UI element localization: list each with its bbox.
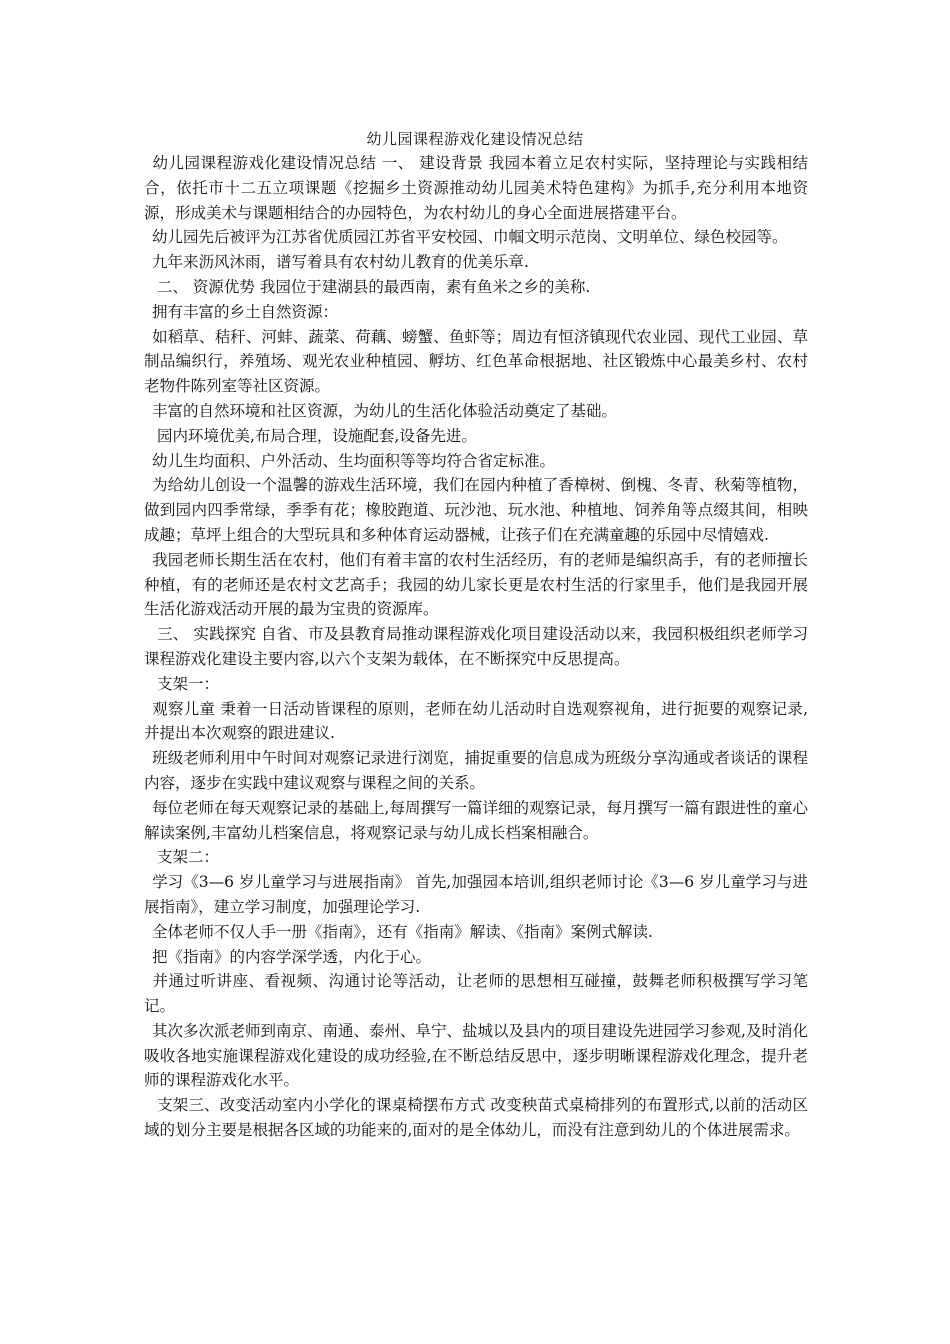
paragraph: 全体老师不仅人手一册《指南》，还有《指南》解读、《指南》案例式解读. [152, 922, 653, 941]
paragraph: 幼儿园课程游戏化建设情况总结 一、 建设背景 我园本着立足农村实际，坚持理论与实践相结合，依托市十二五立项课题《挖掘乡土资源推动幼儿园美术特色建构》为抓手,充分利用本地资源，形成美术与课题相结合的办园特色，为农村幼儿的身心全面进展搭建平台。 [144, 154, 808, 222]
paragraph: 每位老师在每天观察记录的基础上,每周撰写一篇详细的观察记录，每月撰写一篇有跟进性的童心解读案例,丰富幼儿档案信息，将观察记录与幼儿成长档案相融合。 [144, 798, 808, 842]
paragraph: 并通过听讲座、看视频、沟通讨论等活动，让老师的思想相互碰撞，鼓舞老师积极撰写学习笔记。 [144, 972, 808, 1016]
paragraph: 其次多次派老师到南京、南通、泰州、阜宁、盐城以及县内的项目建设先进园学习参观,及时消化吸收各地实施课程游戏化建设的成功经验,在不断总结反思中，逐步明晰课程游戏化理念，提升老师的课程游戏化水平。 [144, 1021, 808, 1090]
paragraph: 我园老师长期生活在农村，他们有着丰富的农村生活经历，有的老师是编织高手，有的老师擅长种植，有的老师还是农村文艺高手；我园的幼儿家长更是农村生活的行家里手，他们是我园开展生活化游戏活动开展的最为宝贵的资源库。 [144, 550, 808, 619]
paragraph: 支架一： [157, 674, 220, 693]
paragraph: 幼儿园先后被评为江苏省优质园江苏省平安校园、巾帼文明示范岗、文明单位、绿色校园等。 [152, 228, 788, 247]
paragraph: 班级老师利用中午时间对观察记录进行浏览，捕捉重要的信息成为班级分享沟通或者谈话的课程内容，逐步在实践中建议观察与课程之间的关系。 [144, 749, 808, 792]
paragraph: 幼儿生均面积、户外活动、生均面积等等均符合省定标准。 [152, 451, 556, 470]
paragraph: 园内环境优美,布局合理，设施配套,设备先进。 [157, 426, 477, 445]
paragraph: 观察儿童 秉着一日活动皆课程的原则，老师在幼儿活动时自选观察视角，进行扼要的观察记录,并提出本次观察的跟进建议. [144, 699, 808, 743]
paragraph: 九年来沥风沐雨，谱写着具有农村幼儿教育的优美乐章. [152, 253, 529, 272]
document-title: 幼儿园课程游戏化建设情况总结 [366, 130, 584, 148]
paragraph: 三、 实践探究 自省、市及县教育局推动课程游戏化项目建设活动以来，我园积极组织老师学习课程游戏化建设主要内容,以六个支架为载体，在不断探究中反思提高。 [144, 625, 808, 668]
paragraph: 拥有丰富的乡土自然资源： [152, 302, 339, 321]
paragraph: 二、 资源优势 我园位于建湖县的最西南，素有鱼米之乡的美称. [157, 277, 591, 296]
paragraph: 把《指南》的内容学深学透，内化于心。 [152, 947, 432, 966]
paragraph: 支架二： [157, 848, 220, 867]
paragraph: 学习《3—6 岁儿童学习与进展指南》 首先,加强园本培训,组织老师讨论《3—6 岁儿童学习与进展指南》，建立学习制度，加强理论学习. [144, 873, 808, 916]
paragraph: 为给幼儿创设一个温馨的游戏生活环境，我们在园内种植了香樟树、倒槐、冬青、秋菊等植物，做到园内四季常绿，季季有花；橡胶跑道、玩沙池、玩水池、种植地、饲养角等点缀其间，相映成趣；草坪上组合的大型玩具和多种体育运动器械，让孩子们在充满童趣的乐园中尽情嬉戏. [144, 476, 808, 544]
paragraph: 丰富的自然环境和社区资源，为幼儿的生活化体验活动奠定了基础。 [152, 401, 618, 420]
paragraph: 支架三、改变活动室内小学化的课桌椅摆布方式 改变秧苗式桌椅排列的布置形式,以前的活动区域的划分主要是根据各区域的功能来的,面对的是全体幼儿，而没有注意到幼儿的个体进展需求。 [144, 1096, 808, 1140]
paragraph: 如稻草、秸秆、河蚌、蔬菜、荷藕、螃蟹、鱼虾等；周边有恒济镇现代农业园、现代工业园、草制品编织行，养殖场、观光农业种植园、孵坊、红色革命根据地、社区锻炼中心最美乡村、农村老物件陈列室等社区资源。 [144, 327, 808, 396]
document-body [144, 151, 808, 1143]
